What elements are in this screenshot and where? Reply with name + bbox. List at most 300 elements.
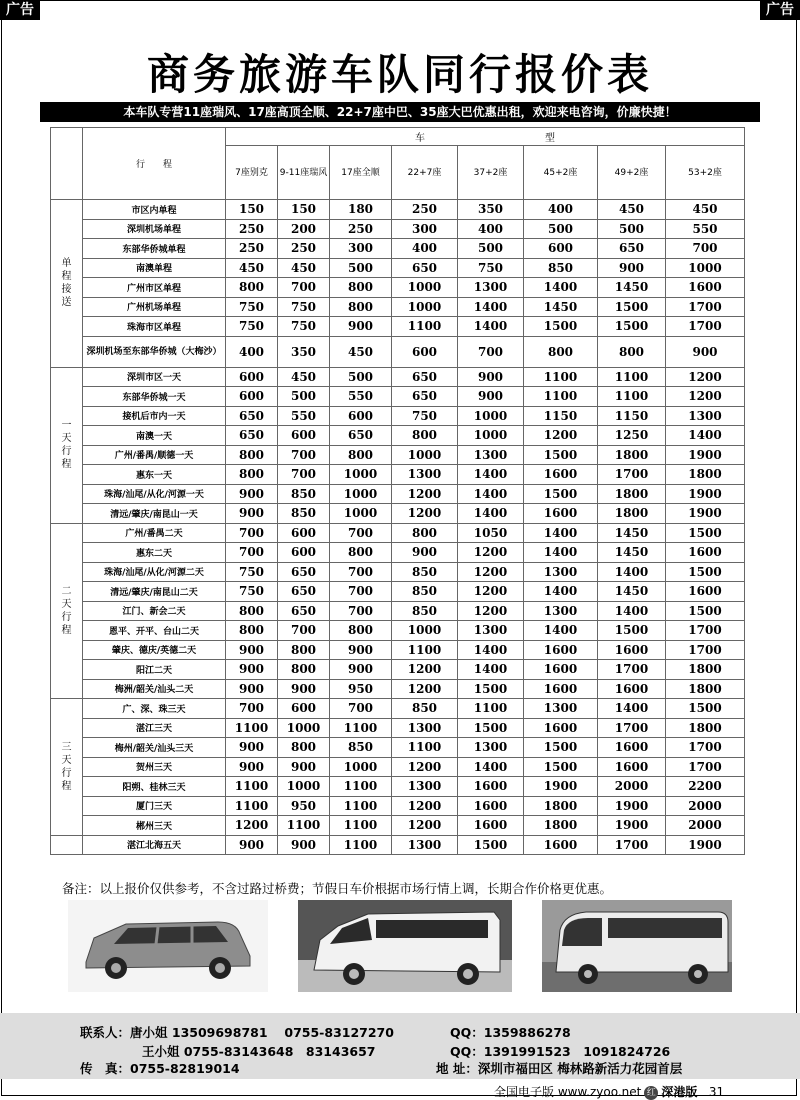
route-name-cell: 湛江三天 [83, 718, 226, 738]
route-name-cell: 珠海/汕尾/从化/河源二天 [83, 562, 226, 582]
price-cell: 1000 [330, 504, 392, 524]
price-cell: 850 [278, 484, 330, 504]
price-cell: 200 [278, 219, 330, 239]
price-cell: 650 [278, 562, 330, 582]
price-cell: 1500 [666, 562, 745, 582]
price-cell: 1100 [598, 387, 666, 407]
price-cell: 650 [392, 367, 458, 387]
price-cell: 900 [226, 738, 278, 758]
fax-number: 0755-82819014 [130, 1061, 240, 1076]
price-cell: 900 [278, 757, 330, 777]
table-row [51, 387, 745, 407]
price-cell: 900 [278, 679, 330, 699]
table-row [51, 219, 745, 239]
price-cell: 800 [392, 426, 458, 446]
price-cell: 700 [330, 523, 392, 543]
table-row [51, 523, 745, 543]
price-cell: 800 [226, 621, 278, 641]
price-cell: 1200 [392, 660, 458, 680]
price-cell: 800 [278, 738, 330, 758]
price-cell: 250 [226, 219, 278, 239]
table-row [51, 582, 745, 602]
table-row [51, 562, 745, 582]
price-cell: 1900 [524, 777, 598, 797]
price-cell: 1400 [598, 562, 666, 582]
price-cell: 850 [392, 582, 458, 602]
price-cell: 750 [226, 297, 278, 317]
price-cell: 1100 [278, 816, 330, 836]
price-cell: 900 [666, 336, 745, 367]
price-cell: 800 [278, 660, 330, 680]
route-name-cell: 贺州三天 [83, 757, 226, 777]
price-cell: 1600 [598, 679, 666, 699]
price-cell: 1450 [598, 543, 666, 563]
price-cell: 750 [226, 317, 278, 337]
table-row [51, 258, 745, 278]
price-cell: 1400 [524, 621, 598, 641]
price-cell: 1600 [524, 679, 598, 699]
price-cell: 900 [330, 640, 392, 660]
price-cell: 1000 [392, 278, 458, 298]
address-text: 深圳市福田区 梅林路新活力花园首层 [477, 1061, 683, 1076]
price-cell: 600 [278, 543, 330, 563]
price-cell: 1700 [666, 297, 745, 317]
price-cell: 1500 [598, 297, 666, 317]
price-cell: 500 [458, 239, 524, 259]
route-name-cell: 接机后市内一天 [83, 406, 226, 426]
price-cell: 300 [392, 219, 458, 239]
price-cell: 1700 [666, 738, 745, 758]
price-cell: 400 [392, 239, 458, 259]
price-cell: 1500 [598, 621, 666, 641]
price-cell: 450 [226, 258, 278, 278]
price-cell: 1300 [392, 777, 458, 797]
price-cell: 1500 [524, 738, 598, 758]
price-cell: 800 [226, 445, 278, 465]
price-cell: 2000 [666, 816, 745, 836]
price-cell: 1000 [278, 777, 330, 797]
price-cell: 700 [278, 621, 330, 641]
minivan-photo [68, 900, 268, 992]
table-row [51, 200, 745, 220]
price-cell: 800 [330, 543, 392, 563]
group-label: 一天行程 [61, 420, 72, 470]
price-cell: 2000 [598, 777, 666, 797]
price-cell: 700 [330, 601, 392, 621]
price-cell: 1100 [330, 835, 392, 855]
price-cell: 1800 [524, 816, 598, 836]
price-cell: 1500 [666, 523, 745, 543]
table-row [51, 660, 745, 680]
price-cell: 600 [226, 387, 278, 407]
price-cell: 1600 [458, 796, 524, 816]
table-row [51, 367, 745, 387]
table-row [51, 445, 745, 465]
price-cell: 1000 [330, 757, 392, 777]
price-cell: 1700 [598, 718, 666, 738]
price-cell: 1700 [666, 757, 745, 777]
price-cell: 1600 [524, 718, 598, 738]
price-cell: 1500 [458, 679, 524, 699]
price-cell: 1600 [524, 504, 598, 524]
price-cell: 1100 [226, 796, 278, 816]
price-cell: 1600 [598, 757, 666, 777]
route-name-cell: 深圳市区一天 [83, 367, 226, 387]
contact-person-2: 王小姐 0755-83143648 83143657 [142, 1044, 376, 1059]
fax-line [80, 1059, 240, 1077]
price-cell: 800 [598, 336, 666, 367]
table-row [51, 426, 745, 446]
price-cell: 850 [278, 504, 330, 524]
price-cell: 1100 [392, 317, 458, 337]
qq-line-2 [450, 1042, 670, 1060]
price-cell: 1200 [392, 816, 458, 836]
price-cell: 900 [392, 543, 458, 563]
price-cell: 750 [392, 406, 458, 426]
route-name-cell: 阳江二天 [83, 660, 226, 680]
price-cell: 1400 [524, 543, 598, 563]
table-row [51, 465, 745, 485]
price-cell: 1000 [458, 426, 524, 446]
price-cell: 700 [458, 336, 524, 367]
price-cell: 600 [330, 406, 392, 426]
address-line [436, 1059, 682, 1077]
price-cell: 450 [330, 336, 392, 367]
qq-line-1 [450, 1023, 571, 1041]
price-cell: 1700 [598, 465, 666, 485]
logo-icon: 红 [644, 1086, 658, 1100]
website-text: 全国电子版 www.zyoo.net [494, 1085, 642, 1099]
price-cell: 1900 [666, 484, 745, 504]
price-cell: 850 [392, 601, 458, 621]
route-name-cell: 梅洲/韶关/汕头二天 [83, 679, 226, 699]
route-name-cell: 市区内单程 [83, 200, 226, 220]
price-cell: 1200 [458, 543, 524, 563]
price-cell: 1400 [598, 601, 666, 621]
route-name-cell: 郴州三天 [83, 816, 226, 836]
price-cell: 1500 [458, 835, 524, 855]
group-label: 单程接送 [61, 258, 72, 309]
price-cell: 1300 [458, 278, 524, 298]
price-cell: 1100 [598, 367, 666, 387]
price-cell: 1800 [524, 796, 598, 816]
vehicle-type-cell: 7座别克 [226, 146, 278, 200]
price-cell: 1100 [226, 718, 278, 738]
price-cell: 1200 [226, 816, 278, 836]
price-cell: 1600 [458, 816, 524, 836]
vehicle-type-cell: 22+7座 [392, 146, 458, 200]
route-name-cell: 深圳机场单程 [83, 219, 226, 239]
price-cell: 1500 [666, 601, 745, 621]
route-name-cell: 广州机场单程 [83, 297, 226, 317]
price-cell: 750 [226, 562, 278, 582]
price-cell: 1600 [524, 465, 598, 485]
price-cell: 650 [598, 239, 666, 259]
route-name-cell: 惠东一天 [83, 465, 226, 485]
address-label: 地 址： [436, 1061, 478, 1076]
vehicle-type-cell: 17座全顺 [330, 146, 392, 200]
price-cell: 750 [278, 297, 330, 317]
price-cell: 1300 [524, 601, 598, 621]
price-cell: 1050 [458, 523, 524, 543]
price-cell: 1500 [598, 317, 666, 337]
price-cell: 350 [278, 336, 330, 367]
price-cell: 1400 [458, 484, 524, 504]
price-cell: 550 [666, 219, 745, 239]
route-name-cell: 清远/肇庆/南昆山一天 [83, 504, 226, 524]
price-cell: 850 [392, 562, 458, 582]
route-name-cell: 惠东二天 [83, 543, 226, 563]
price-cell: 1000 [330, 484, 392, 504]
price-cell: 1450 [598, 278, 666, 298]
price-cell: 600 [226, 367, 278, 387]
price-cell: 1200 [458, 562, 524, 582]
price-cell: 150 [278, 200, 330, 220]
price-cell: 900 [330, 660, 392, 680]
price-cell: 450 [666, 200, 745, 220]
price-cell: 1900 [666, 835, 745, 855]
price-cell: 1600 [666, 582, 745, 602]
table-row [51, 297, 745, 317]
price-cell: 850 [392, 699, 458, 719]
route-name-cell: 阳朔、桂林三天 [83, 777, 226, 797]
table-row [51, 543, 745, 563]
price-cell: 1450 [524, 297, 598, 317]
price-cell: 1300 [666, 406, 745, 426]
route-name-cell: 湛江北海五天 [83, 835, 226, 855]
price-cell: 900 [226, 484, 278, 504]
vehicle-type-cell: 37+2座 [458, 146, 524, 200]
price-cell: 500 [330, 367, 392, 387]
route-name-cell: 厦门三天 [83, 796, 226, 816]
price-cell: 1900 [666, 445, 745, 465]
price-cell: 1800 [598, 484, 666, 504]
price-cell: 900 [226, 679, 278, 699]
page-number: 31 [708, 1085, 725, 1099]
price-cell: 1400 [458, 660, 524, 680]
table-row [51, 484, 745, 504]
price-cell: 1600 [524, 660, 598, 680]
price-cell: 1500 [458, 718, 524, 738]
price-cell: 1100 [330, 796, 392, 816]
price-cell: 1100 [226, 777, 278, 797]
price-cell: 1150 [524, 406, 598, 426]
price-cell: 1000 [392, 445, 458, 465]
route-name-cell: 恩平、开平、台山二天 [83, 621, 226, 641]
price-cell: 1300 [524, 699, 598, 719]
route-name-cell: 南澳一天 [83, 426, 226, 446]
group-label-cell [51, 699, 83, 836]
price-cell: 1000 [278, 718, 330, 738]
ad-label-left: 广告 [0, 0, 40, 20]
price-cell: 1300 [392, 465, 458, 485]
price-cell: 800 [524, 336, 598, 367]
table-row [51, 239, 745, 259]
table-row [51, 738, 745, 758]
qq-label-1: QQ： [450, 1025, 484, 1040]
price-cell: 1450 [598, 523, 666, 543]
price-cell: 500 [598, 219, 666, 239]
price-cell: 1300 [458, 621, 524, 641]
fax-label: 传 真： [80, 1061, 131, 1076]
route-name-cell: 珠海市区单程 [83, 317, 226, 337]
price-cell: 1000 [392, 621, 458, 641]
route-name-cell: 东部华侨城一天 [83, 387, 226, 407]
route-name-cell: 广州/番禺/顺德一天 [83, 445, 226, 465]
price-cell: 1200 [524, 426, 598, 446]
group-label-cell [51, 367, 83, 523]
price-cell: 1400 [524, 278, 598, 298]
route-name-cell: 东部华侨城单程 [83, 239, 226, 259]
price-cell: 700 [226, 543, 278, 563]
table-row [51, 640, 745, 660]
type-header-right: 型 [545, 133, 555, 144]
price-cell: 700 [278, 278, 330, 298]
price-cell: 550 [278, 406, 330, 426]
price-cell: 1600 [458, 777, 524, 797]
price-cell: 1700 [598, 660, 666, 680]
price-cell: 800 [330, 297, 392, 317]
table-row [51, 317, 745, 337]
price-cell: 1900 [666, 504, 745, 524]
price-cell: 900 [278, 835, 330, 855]
price-cell: 700 [330, 582, 392, 602]
route-name-cell: 珠海/汕尾/从化/河源一天 [83, 484, 226, 504]
price-cell: 700 [226, 699, 278, 719]
price-cell: 400 [524, 200, 598, 220]
price-cell: 550 [330, 387, 392, 407]
price-cell: 1600 [524, 835, 598, 855]
table-row [51, 504, 745, 524]
price-cell: 1300 [392, 718, 458, 738]
contact-label: 联系人： [80, 1025, 131, 1040]
contact-panel [0, 1013, 800, 1079]
route-name-cell: 广州/番禺二天 [83, 523, 226, 543]
price-cell: 1000 [666, 258, 745, 278]
route-name-cell: 南澳单程 [83, 258, 226, 278]
price-cell: 800 [226, 278, 278, 298]
price-cell: 1200 [392, 757, 458, 777]
price-cell: 1700 [666, 317, 745, 337]
table-row [51, 796, 745, 816]
price-cell: 1450 [598, 582, 666, 602]
subtitle-banner: 本车队专营11座瑞风、17座高顶全顺、22+7座中巴、35座大巴优惠出租，欢迎来电咨询，价廉快捷！ [40, 102, 760, 122]
price-cell: 500 [278, 387, 330, 407]
price-cell: 600 [524, 239, 598, 259]
group-label-cell [51, 835, 83, 855]
price-cell: 900 [458, 387, 524, 407]
price-cell: 1200 [458, 582, 524, 602]
price-cell: 1250 [598, 426, 666, 446]
price-cell: 400 [458, 219, 524, 239]
price-cell: 750 [278, 317, 330, 337]
price-cell: 1400 [524, 523, 598, 543]
price-cell: 2000 [666, 796, 745, 816]
price-cell: 1600 [666, 278, 745, 298]
route-name-cell: 肇庆、德庆/英德二天 [83, 640, 226, 660]
price-cell: 500 [330, 258, 392, 278]
price-cell: 900 [598, 258, 666, 278]
table-row [51, 621, 745, 641]
ad-label-right: 广告 [760, 0, 800, 20]
price-cell: 600 [278, 523, 330, 543]
price-cell: 500 [524, 219, 598, 239]
vehicle-type-cell: 49+2座 [598, 146, 666, 200]
route-name-cell: 清远/肇庆/南昆山二天 [83, 582, 226, 602]
table-row [51, 718, 745, 738]
price-cell: 1100 [458, 699, 524, 719]
price-cell: 1200 [392, 484, 458, 504]
price-cell: 1400 [458, 504, 524, 524]
table-row [51, 278, 745, 298]
price-cell: 1700 [666, 621, 745, 641]
price-cell: 1100 [330, 816, 392, 836]
price-cell: 1100 [392, 640, 458, 660]
group-label-cell [51, 523, 83, 699]
price-cell: 1100 [392, 738, 458, 758]
price-cell: 900 [226, 640, 278, 660]
price-cell: 1400 [666, 426, 745, 446]
price-cell: 1400 [458, 297, 524, 317]
price-table [50, 127, 745, 855]
price-cell: 1200 [458, 601, 524, 621]
group-label-cell [51, 200, 83, 368]
price-cell: 900 [226, 660, 278, 680]
price-cell: 350 [458, 200, 524, 220]
price-cell: 650 [392, 387, 458, 407]
price-cell: 1400 [458, 317, 524, 337]
price-cell: 400 [226, 336, 278, 367]
price-cell: 1800 [666, 679, 745, 699]
price-cell: 600 [392, 336, 458, 367]
price-cell: 750 [226, 582, 278, 602]
price-cell: 1700 [598, 835, 666, 855]
price-cell: 1800 [666, 660, 745, 680]
route-name-cell: 梅州/韶关/汕头三天 [83, 738, 226, 758]
price-cell: 250 [226, 239, 278, 259]
price-cell: 1800 [666, 465, 745, 485]
price-cell: 700 [278, 445, 330, 465]
price-cell: 800 [226, 465, 278, 485]
table-row [51, 406, 745, 426]
price-cell: 700 [330, 699, 392, 719]
price-cell: 1400 [458, 465, 524, 485]
table-row [51, 757, 745, 777]
price-cell: 1600 [666, 543, 745, 563]
price-cell: 600 [278, 699, 330, 719]
price-cell: 1900 [598, 796, 666, 816]
group-label: 三天行程 [61, 741, 72, 792]
price-cell: 900 [226, 757, 278, 777]
table-row [51, 679, 745, 699]
price-cell: 800 [330, 445, 392, 465]
price-cell: 1100 [524, 367, 598, 387]
price-cell: 650 [278, 582, 330, 602]
price-cell: 900 [226, 504, 278, 524]
table-row [51, 816, 745, 836]
price-cell: 1900 [598, 816, 666, 836]
group-label: 二天行程 [61, 585, 72, 636]
price-cell: 950 [330, 679, 392, 699]
vehicle-type-header-cell [226, 128, 745, 146]
price-cell: 900 [458, 367, 524, 387]
price-cell: 700 [666, 239, 745, 259]
price-cell: 650 [392, 258, 458, 278]
page-footer [494, 1083, 724, 1100]
price-cell: 250 [392, 200, 458, 220]
price-cell: 250 [330, 219, 392, 239]
price-cell: 650 [226, 426, 278, 446]
